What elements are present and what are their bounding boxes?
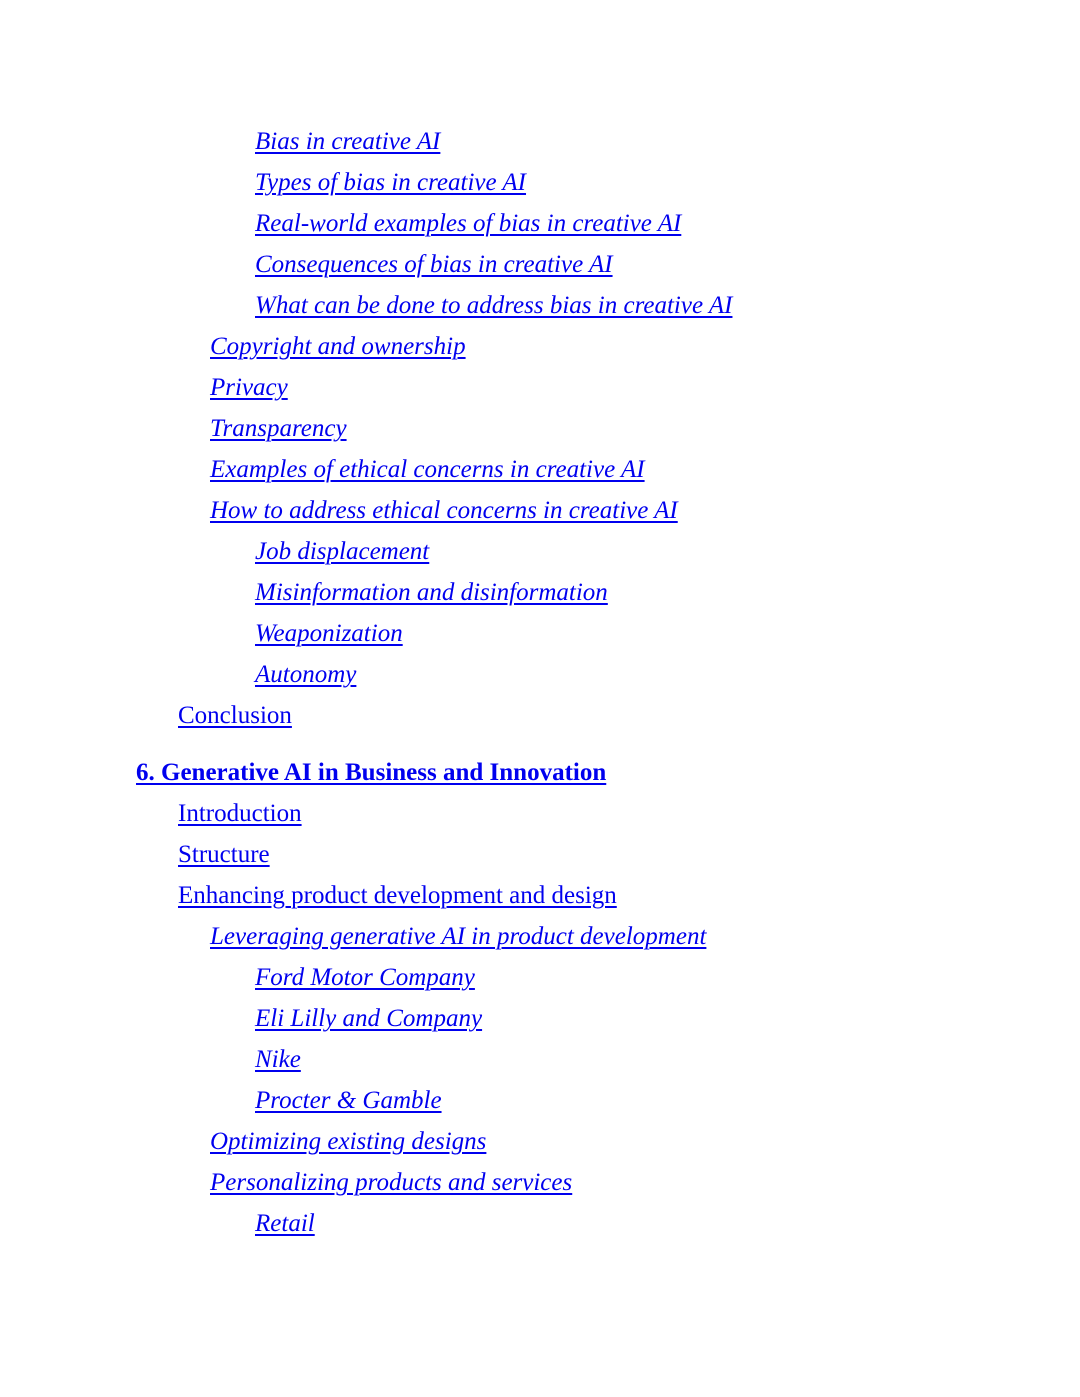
toc-link-real-world-examples-of-bias[interactable]: Real-world examples of bias in creative AI [255, 210, 682, 237]
toc-link-leveraging-generative-ai[interactable]: Leveraging generative AI in product development [210, 923, 707, 950]
toc-link-introduction[interactable]: Introduction [178, 800, 302, 827]
toc-link-autonomy[interactable]: Autonomy [255, 661, 357, 688]
toc-link-bias-in-creative-ai[interactable]: Bias in creative AI [255, 128, 441, 155]
toc-link-structure[interactable]: Structure [178, 841, 270, 868]
toc-link-consequences-of-bias[interactable]: Consequences of bias in creative AI [255, 251, 613, 278]
toc-link-examples-of-ethical-concerns[interactable]: Examples of ethical concerns in creative AI [210, 456, 645, 483]
toc-link-address-ethical-concerns[interactable]: How to address ethical concerns in creative AI [210, 497, 678, 524]
toc-link-transparency[interactable]: Transparency [210, 415, 347, 442]
toc-link-types-of-bias[interactable]: Types of bias in creative AI [255, 169, 527, 196]
toc-link-nike[interactable]: Nike [255, 1046, 301, 1073]
toc-link-enhancing-product-development[interactable]: Enhancing product development and design [178, 882, 617, 909]
toc-link-optimizing-existing-designs[interactable]: Optimizing existing designs [210, 1128, 487, 1155]
toc-link-weaponization[interactable]: Weaponization [255, 620, 403, 647]
toc-link-privacy[interactable]: Privacy [210, 374, 288, 401]
toc-chapter-6-heading[interactable]: 6. Generative AI in Business and Innovation [136, 759, 607, 786]
toc-link-ford-motor-company[interactable]: Ford Motor Company [255, 964, 475, 991]
toc-link-eli-lilly[interactable]: Eli Lilly and Company [255, 1005, 483, 1032]
toc-link-personalizing-products[interactable]: Personalizing products and services [210, 1169, 573, 1196]
toc-link-retail[interactable]: Retail [255, 1210, 315, 1237]
toc-link-conclusion[interactable]: Conclusion [178, 702, 292, 729]
toc-link-job-displacement[interactable]: Job displacement [255, 538, 430, 565]
toc-link-procter-gamble[interactable]: Procter & Gamble [255, 1087, 442, 1114]
toc-link-copyright-and-ownership[interactable]: Copyright and ownership [210, 333, 466, 360]
toc-link-misinformation[interactable]: Misinformation and disinformation [255, 579, 608, 606]
toc-link-address-bias[interactable]: What can be done to address bias in creative AI [255, 292, 733, 319]
